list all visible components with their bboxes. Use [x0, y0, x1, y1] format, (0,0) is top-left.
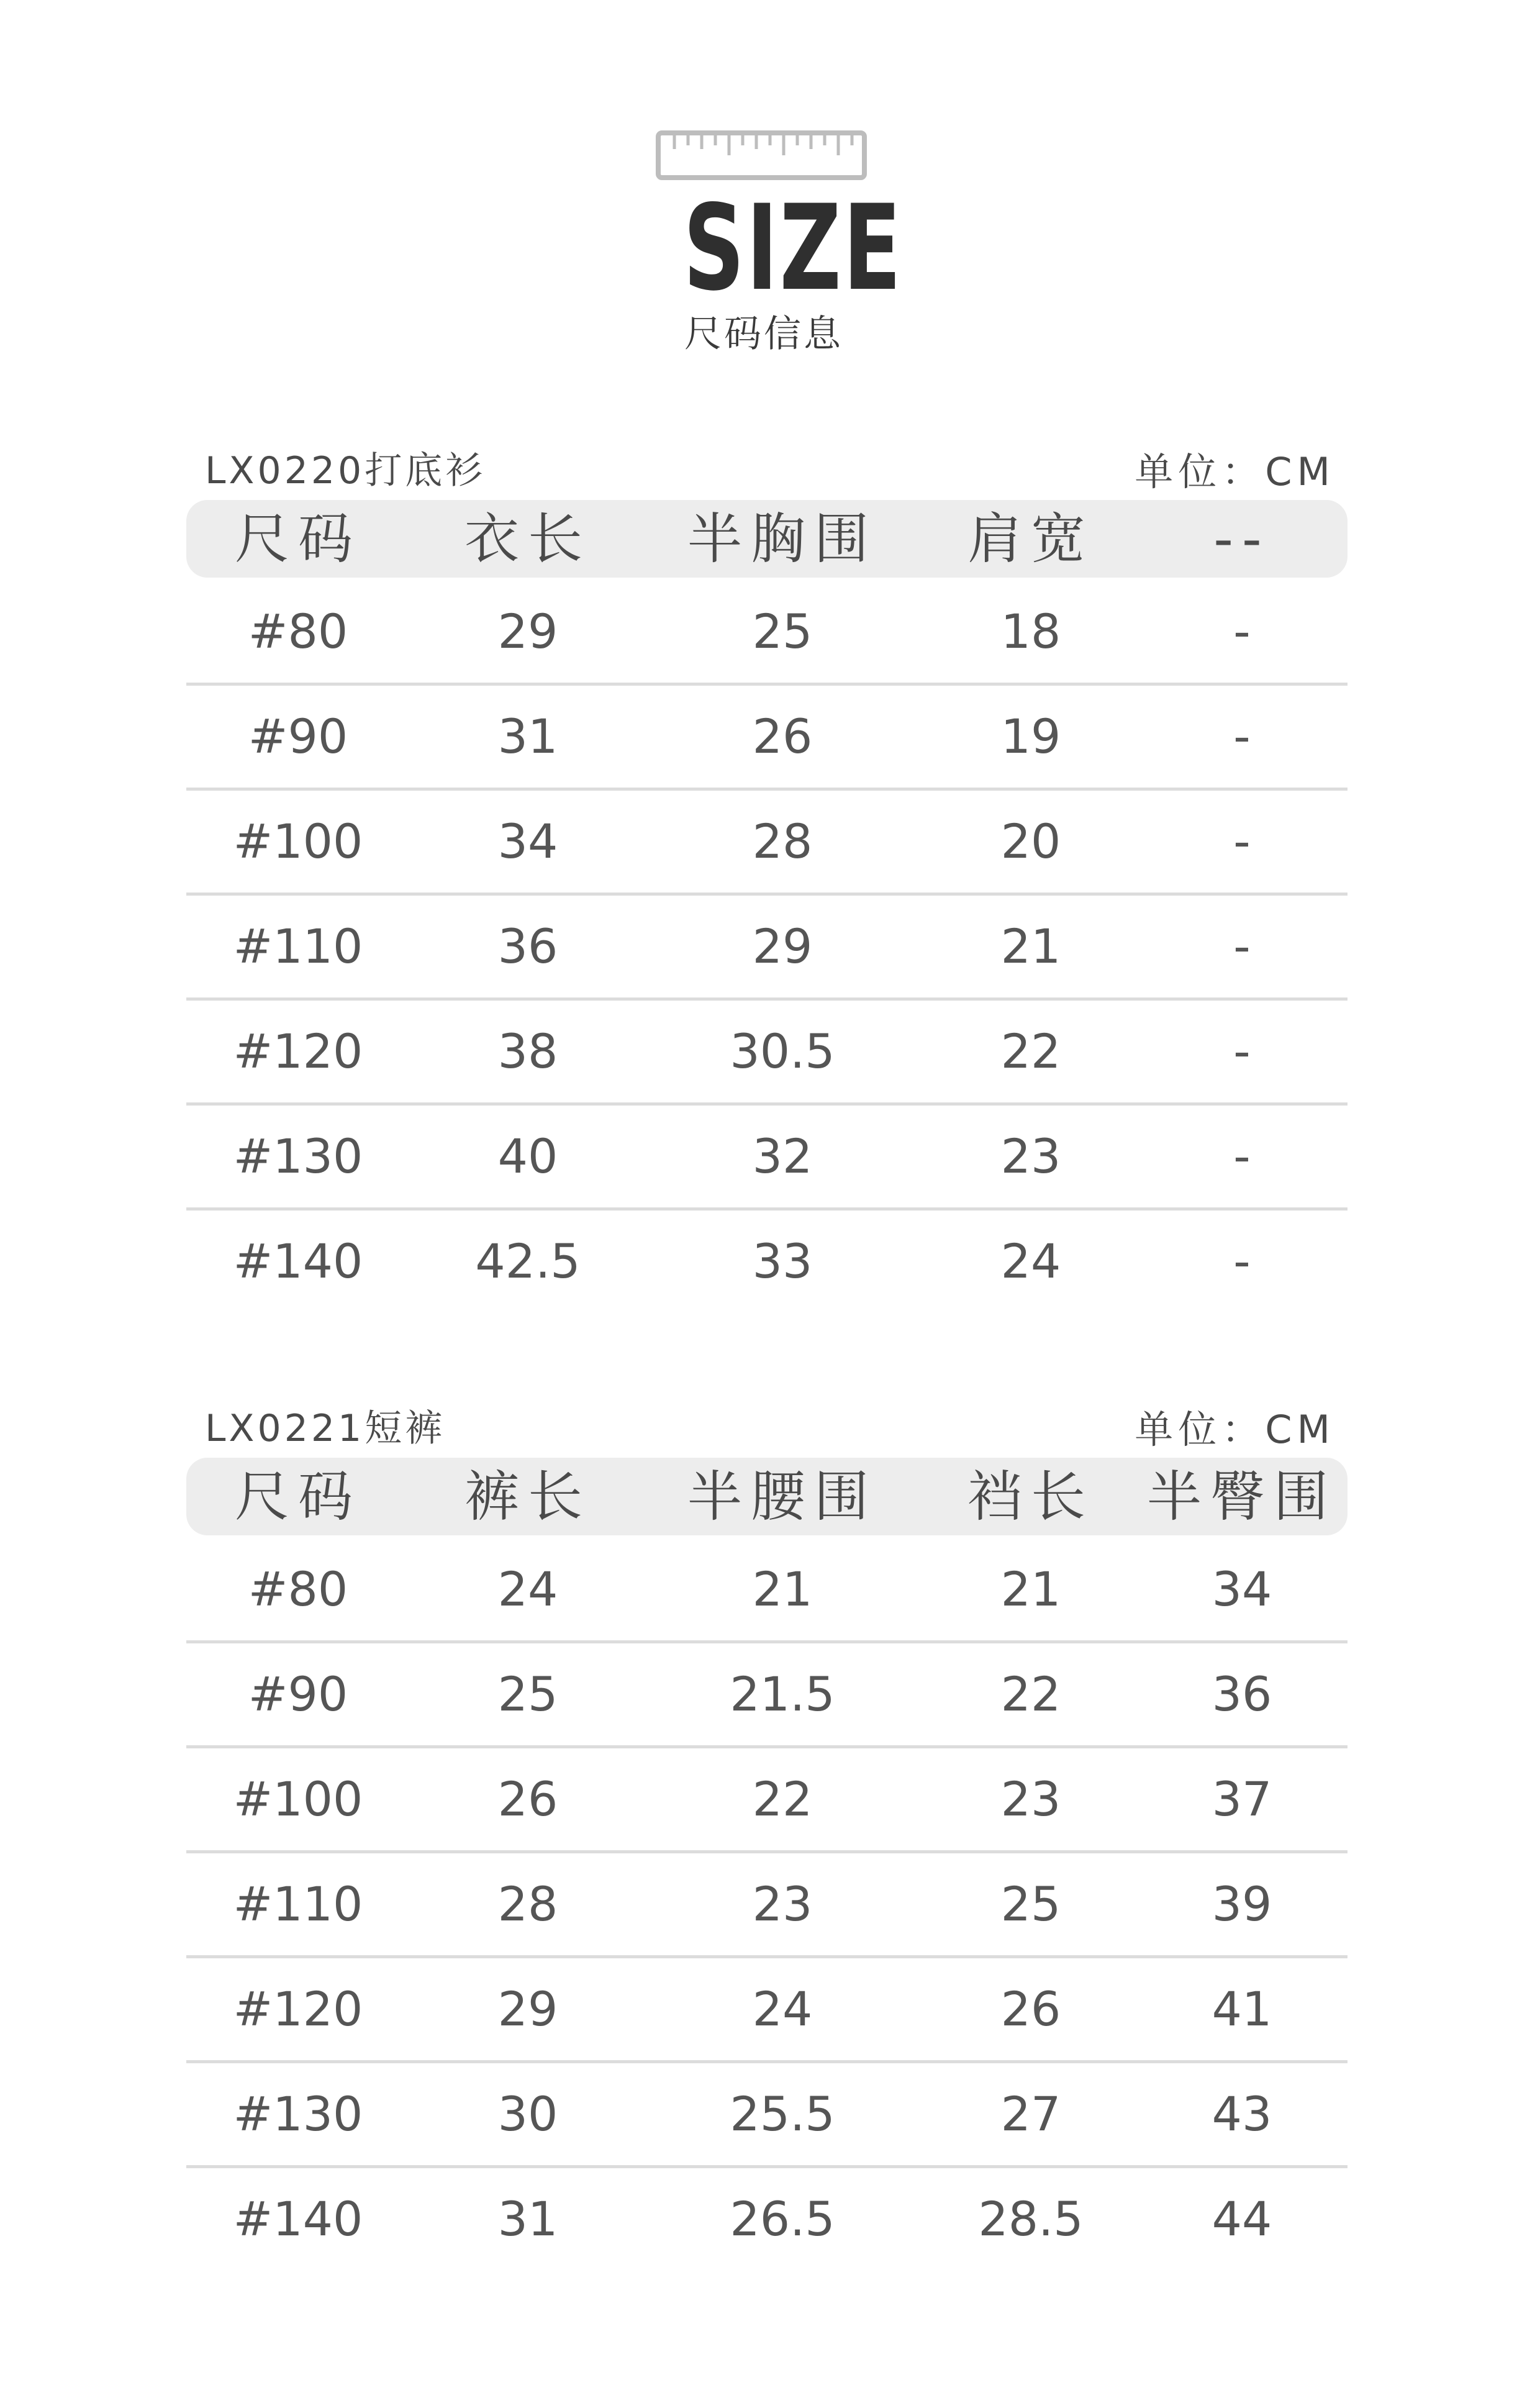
cell-value: 21.5: [730, 1666, 835, 1722]
cell-value: 22: [752, 1771, 813, 1827]
table-row: [186, 1211, 1348, 1312]
table-row: [186, 1958, 1348, 2063]
cell-value: 25.5: [730, 2086, 835, 2142]
table-row: [186, 1853, 1348, 1958]
cell-value: 22: [1000, 1024, 1061, 1079]
cell-value: 36: [497, 919, 558, 974]
cell-value: 31: [497, 709, 558, 764]
cell-value: 26.5: [730, 2191, 835, 2246]
cell-value: 29: [497, 604, 558, 659]
cell-value: 39: [1212, 1876, 1272, 1932]
cell-value: -: [1233, 604, 1251, 659]
cell-value: 27: [1000, 2086, 1061, 2142]
table-row: [186, 581, 1348, 686]
header-pants-length: 裤长: [464, 1465, 591, 1529]
cell-size: #80: [248, 1561, 348, 1617]
cell-size: #100: [233, 1771, 363, 1827]
logo-subtitle: 尺码信息: [684, 312, 843, 356]
cell-value: 24: [752, 1981, 813, 2037]
size-table-top: [186, 441, 1348, 1335]
cell-value: 28: [752, 814, 813, 869]
table-header: [186, 500, 1348, 578]
cell-value: 29: [752, 919, 813, 974]
header-empty: --: [1213, 507, 1270, 571]
cell-value: 19: [1000, 709, 1061, 764]
size-table-bottom: [186, 1399, 1348, 2293]
cell-size: #120: [233, 1024, 363, 1079]
cell-value: 21: [752, 1561, 813, 1617]
header-half-waist: 半腰围: [687, 1465, 877, 1529]
table-row: [186, 686, 1348, 791]
table-row: [186, 1643, 1348, 1748]
cell-value: 38: [497, 1024, 558, 1079]
cell-value: -: [1233, 814, 1251, 869]
logo-word: SIZE: [683, 179, 903, 317]
cell-value: 43: [1212, 2086, 1272, 2142]
table-row: [186, 2168, 1348, 2270]
header-half-hip: 半臀围: [1146, 1465, 1337, 1529]
unit-label: 单位：CM: [1135, 449, 1335, 494]
header-size: 尺码: [234, 507, 361, 571]
cell-size: #110: [233, 919, 363, 974]
cell-value: 29: [497, 1981, 558, 2037]
header-shoulder: 肩宽: [967, 507, 1094, 571]
unit-label: 单位：CM: [1135, 1407, 1335, 1452]
cell-value: 25: [752, 604, 813, 659]
cell-value: 23: [1000, 1129, 1061, 1184]
table-title: LX0220打底衫: [205, 449, 486, 493]
cell-value: -: [1233, 709, 1251, 764]
cell-value: 23: [1000, 1771, 1061, 1827]
cell-size: #90: [248, 709, 348, 764]
cell-value: 24: [1000, 1233, 1061, 1289]
cell-value: 40: [497, 1129, 558, 1184]
cell-value: 18: [1000, 604, 1061, 659]
cell-size: #90: [248, 1666, 348, 1722]
table-header: [186, 1458, 1348, 1535]
cell-value: 26: [497, 1771, 558, 1827]
cell-value: 21: [1000, 1561, 1061, 1617]
cell-size: #140: [233, 1233, 363, 1289]
cell-size: #130: [233, 2086, 363, 2142]
ruler-icon: [656, 130, 867, 180]
cell-size: #80: [248, 604, 348, 659]
cell-value: 24: [497, 1561, 558, 1617]
cell-value: 37: [1212, 1771, 1272, 1827]
cell-value: 26: [1000, 1981, 1061, 2037]
table-row: [186, 791, 1348, 896]
cell-size: #130: [233, 1129, 363, 1184]
cell-size: #140: [233, 2191, 363, 2246]
cell-value: 34: [497, 814, 558, 869]
cell-value: 25: [1000, 1876, 1061, 1932]
cell-value: 25: [497, 1666, 558, 1722]
table-title: LX0221短裤: [205, 1407, 446, 1450]
cell-value: 28.5: [978, 2191, 1084, 2246]
cell-value: 21: [1000, 919, 1061, 974]
cell-size: #110: [233, 1876, 363, 1932]
table-row: [186, 1001, 1348, 1106]
cell-value: -: [1233, 919, 1251, 974]
cell-value: 26: [752, 709, 813, 764]
cell-value: 22: [1000, 1666, 1061, 1722]
size-logo: [652, 130, 903, 356]
table-row: [186, 1106, 1348, 1211]
cell-value: 42.5: [475, 1233, 581, 1289]
cell-size: #100: [233, 814, 363, 869]
cell-value: -: [1233, 1129, 1251, 1184]
cell-value: 36: [1212, 1666, 1272, 1722]
header-rise: 裆长: [967, 1465, 1094, 1529]
cell-value: 33: [752, 1233, 813, 1289]
cell-size: #120: [233, 1981, 363, 2037]
cell-value: 28: [497, 1876, 558, 1932]
cell-value: 23: [752, 1876, 813, 1932]
table-row: [186, 896, 1348, 1001]
table-row: [186, 1748, 1348, 1853]
header-length: 衣长: [464, 507, 591, 571]
cell-value: 30: [497, 2086, 558, 2142]
cell-value: 32: [752, 1129, 813, 1184]
cell-value: -: [1233, 1024, 1251, 1079]
cell-value: 41: [1212, 1981, 1272, 2037]
table-row: [186, 2063, 1348, 2168]
header-size: 尺码: [234, 1465, 361, 1529]
cell-value: 44: [1212, 2191, 1272, 2246]
cell-value: 30.5: [730, 1024, 835, 1079]
cell-value: 31: [497, 2191, 558, 2246]
table-row: [186, 1538, 1348, 1643]
cell-value: 20: [1000, 814, 1061, 869]
cell-value: 34: [1212, 1561, 1272, 1617]
cell-value: -: [1233, 1233, 1251, 1289]
header-half-chest: 半胸围: [687, 507, 877, 571]
